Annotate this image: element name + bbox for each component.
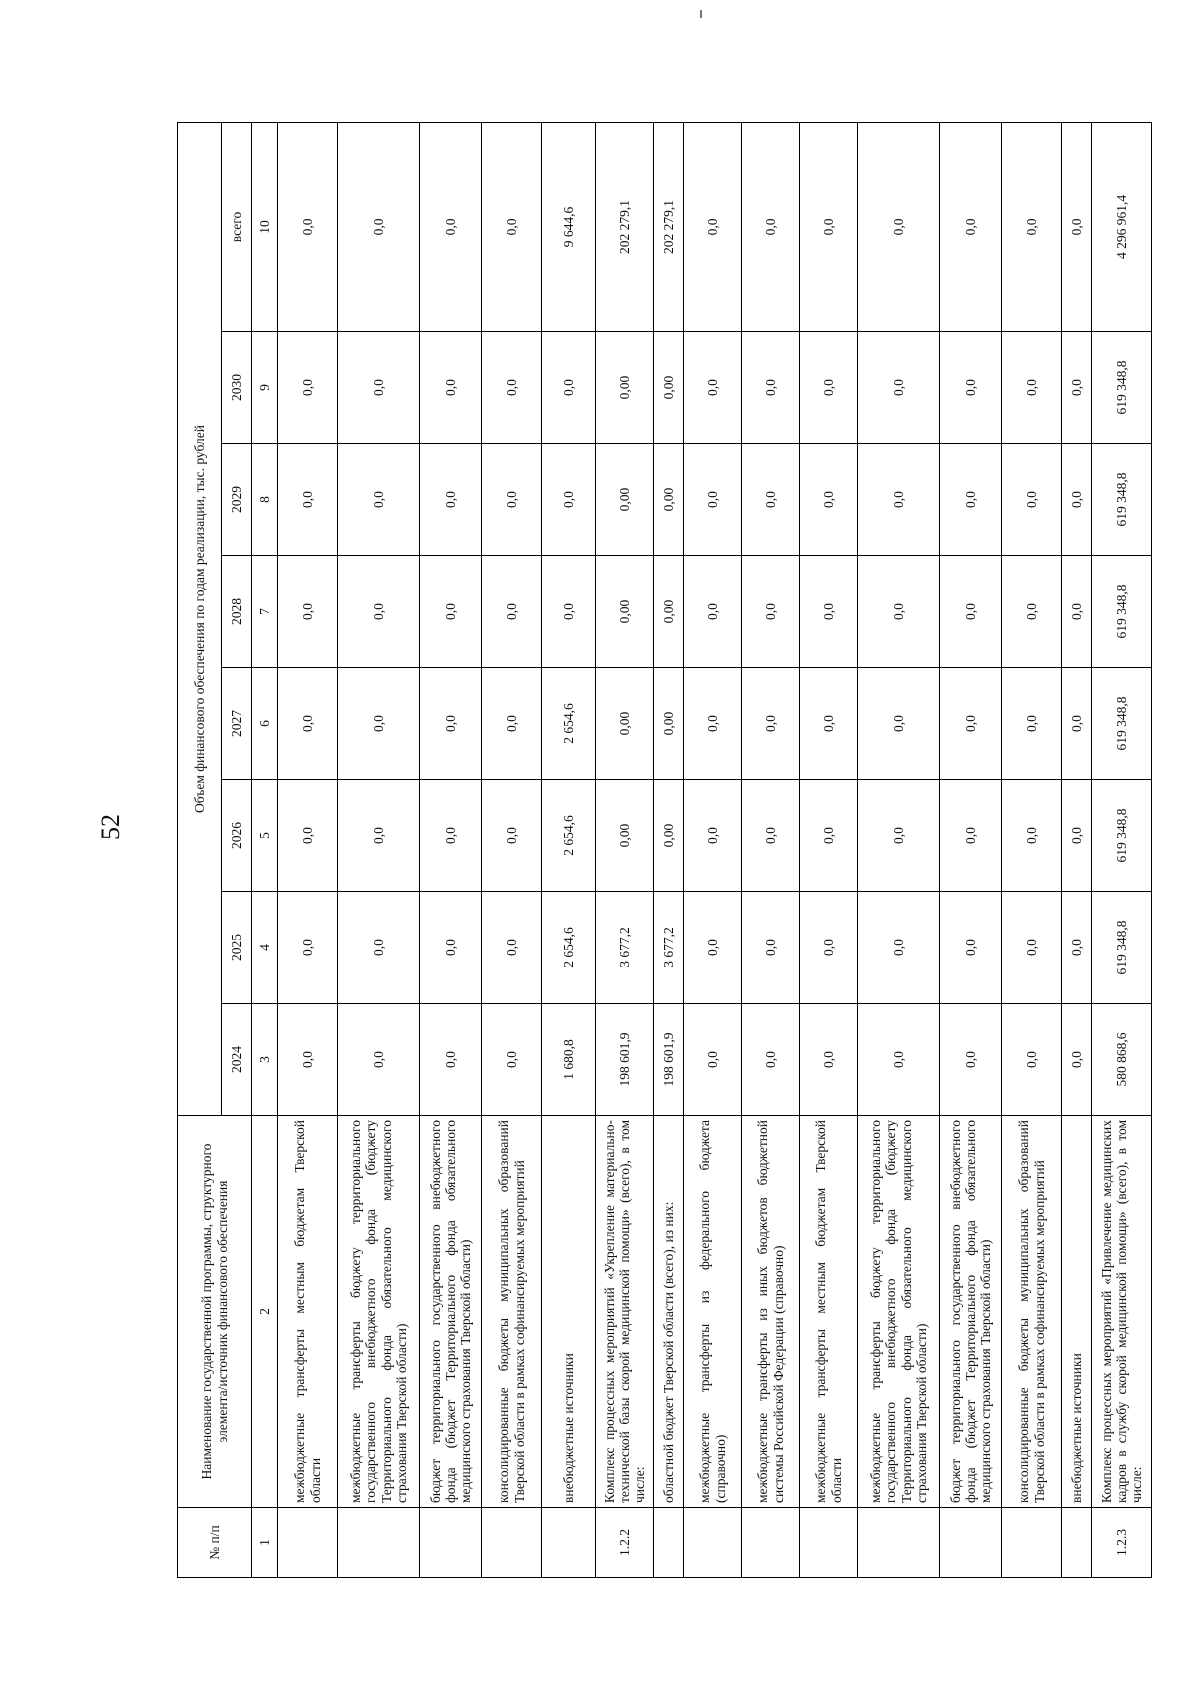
row-label: межбюджетные трансферты местным бюджетам Тверской области — [800, 1116, 858, 1508]
row-number — [1002, 1508, 1062, 1578]
row-value: 2 654,6 — [542, 668, 596, 780]
row-value: 580 868,6 — [1092, 1004, 1152, 1116]
header-year: 2029 — [222, 444, 252, 556]
funding-table-wrapper — [177, 123, 1145, 1578]
row-value: 0,0 — [858, 444, 940, 556]
table-row — [338, 122, 420, 1577]
row-value: 0,0 — [940, 668, 1002, 780]
row-number — [940, 1508, 1002, 1578]
row-value: 0,0 — [742, 556, 800, 668]
column-number: 7 — [252, 556, 278, 668]
row-total: 0,0 — [858, 122, 940, 331]
row-value: 0,0 — [338, 780, 420, 892]
row-value: 0,0 — [742, 668, 800, 780]
row-value: 0,0 — [338, 556, 420, 668]
row-value: 0,0 — [858, 556, 940, 668]
row-value: 0,0 — [278, 1004, 338, 1116]
row-value: 0,0 — [338, 668, 420, 780]
table-row — [684, 122, 742, 1577]
row-value: 0,0 — [940, 892, 1002, 1004]
header-total: всего — [222, 122, 252, 331]
row-value: 0,0 — [858, 780, 940, 892]
row-value: 0,0 — [940, 780, 1002, 892]
column-number: 8 — [252, 444, 278, 556]
funding-table — [177, 122, 1152, 1578]
row-value: 0,0 — [420, 668, 482, 780]
scan-mark — [700, 10, 702, 18]
row-value: 0,0 — [858, 332, 940, 444]
row-value: 0,0 — [684, 780, 742, 892]
row-label: бюджет территориального государственного внебюджетного фонда (бюджет Территориального фонда обязательного медицинского страхования Тверской области) — [420, 1116, 482, 1508]
row-value: 0,0 — [338, 892, 420, 1004]
row-label: Комплекс процессных мероприятий «Укрепление материально-технической базы скорой медицинской помощи» (всего), в том числе: — [596, 1116, 654, 1508]
header-year: 2030 — [222, 332, 252, 444]
table-row — [1062, 122, 1092, 1577]
row-total: 0,0 — [684, 122, 742, 331]
row-value: 2 654,6 — [542, 780, 596, 892]
row-value: 0,00 — [596, 444, 654, 556]
row-value: 0,0 — [742, 780, 800, 892]
table-row — [542, 122, 596, 1577]
row-value: 0,0 — [1002, 892, 1062, 1004]
row-total: 0,0 — [278, 122, 338, 331]
column-number: 4 — [252, 892, 278, 1004]
page-number: 52 — [96, 814, 125, 840]
row-value: 0,0 — [482, 444, 542, 556]
row-value: 0,0 — [684, 1004, 742, 1116]
header-year: 2027 — [222, 668, 252, 780]
row-value: 0,0 — [420, 556, 482, 668]
row-number — [338, 1508, 420, 1578]
row-value: 0,0 — [1002, 444, 1062, 556]
row-value: 0,0 — [940, 1004, 1002, 1116]
row-value: 0,00 — [654, 668, 684, 780]
row-label: межбюджетные трансферты из федерального бюджета (справочно) — [684, 1116, 742, 1508]
table-row — [1092, 122, 1152, 1577]
row-value: 0,0 — [420, 780, 482, 892]
row-value: 0,0 — [482, 332, 542, 444]
row-total: 0,0 — [420, 122, 482, 331]
row-number — [278, 1508, 338, 1578]
row-value: 0,0 — [940, 332, 1002, 444]
column-number: 1 — [252, 1508, 278, 1578]
table-row — [482, 122, 542, 1577]
header-year: 2025 — [222, 892, 252, 1004]
row-value: 0,0 — [858, 1004, 940, 1116]
row-number — [858, 1508, 940, 1578]
row-value: 619 348,8 — [1092, 444, 1152, 556]
row-value: 0,0 — [278, 780, 338, 892]
row-value: 0,00 — [654, 444, 684, 556]
row-total: 0,0 — [800, 122, 858, 331]
row-total: 202 279,1 — [654, 122, 684, 331]
row-value: 2 654,6 — [542, 892, 596, 1004]
column-number: 9 — [252, 332, 278, 444]
row-value: 0,00 — [654, 332, 684, 444]
row-value: 0,0 — [338, 332, 420, 444]
column-number: 5 — [252, 780, 278, 892]
row-number — [742, 1508, 800, 1578]
row-value: 0,0 — [742, 444, 800, 556]
table-row — [654, 122, 684, 1577]
row-value: 0,0 — [742, 332, 800, 444]
row-value: 0,0 — [278, 556, 338, 668]
table-row — [858, 122, 940, 1577]
column-number: 3 — [252, 1004, 278, 1116]
row-value: 0,0 — [1062, 556, 1092, 668]
row-value: 0,0 — [1002, 332, 1062, 444]
row-value: 0,0 — [420, 892, 482, 1004]
row-value: 0,0 — [338, 1004, 420, 1116]
row-label: Комплекс процессных мероприятий «Привлечение медицинских кадров в службу скорой медицинской помощи» (всего), в том числе: — [1092, 1116, 1152, 1508]
row-value: 0,0 — [278, 668, 338, 780]
row-value: 0,0 — [800, 444, 858, 556]
row-number: 1.2.2 — [596, 1508, 654, 1578]
row-value: 0,0 — [338, 444, 420, 556]
row-total: 202 279,1 — [596, 122, 654, 331]
header-year: 2024 — [222, 1004, 252, 1116]
row-value: 0,0 — [742, 892, 800, 1004]
row-number — [684, 1508, 742, 1578]
row-value: 619 348,8 — [1092, 668, 1152, 780]
row-value: 0,0 — [800, 668, 858, 780]
table-row — [420, 122, 482, 1577]
row-value: 0,00 — [654, 780, 684, 892]
row-value: 0,0 — [1002, 780, 1062, 892]
row-value: 0,0 — [482, 556, 542, 668]
row-value: 619 348,8 — [1092, 780, 1152, 892]
header-name: Наименование государственной программы, структурного элемента/источник финансового обеспечения — [178, 1116, 252, 1508]
row-value: 0,0 — [1002, 1004, 1062, 1116]
row-value: 0,0 — [1002, 556, 1062, 668]
row-value: 0,0 — [278, 892, 338, 1004]
row-value: 3 677,2 — [654, 892, 684, 1004]
row-value: 0,0 — [420, 444, 482, 556]
row-value: 0,0 — [800, 780, 858, 892]
row-value: 0,0 — [482, 892, 542, 1004]
row-value: 0,0 — [684, 444, 742, 556]
row-value: 0,00 — [596, 668, 654, 780]
table-row — [742, 122, 800, 1577]
row-total: 0,0 — [338, 122, 420, 331]
column-number: 2 — [252, 1116, 278, 1508]
row-value: 0,0 — [1062, 1004, 1092, 1116]
table-row — [940, 122, 1002, 1577]
header-volume: Объем финансового обеспечения по годам реализации, тыс. рублей — [178, 122, 222, 1115]
row-value: 619 348,8 — [1092, 892, 1152, 1004]
row-value: 0,0 — [542, 556, 596, 668]
row-value: 0,0 — [684, 332, 742, 444]
row-label: консолидированные бюджеты муниципальных образований Тверской области в рамках софинансируемых мероприятий — [482, 1116, 542, 1508]
row-value: 0,0 — [420, 1004, 482, 1116]
row-value: 0,0 — [278, 332, 338, 444]
row-value: 0,0 — [858, 668, 940, 780]
row-number — [420, 1508, 482, 1578]
row-number — [542, 1508, 596, 1578]
row-label: межбюджетные трансферты бюджету территориального государственного внебюджетного фонда (бюджету Территориального фонда обязательного медицинского страхования Тверской области) — [858, 1116, 940, 1508]
row-value: 198 601,9 — [654, 1004, 684, 1116]
row-total: 9 644,6 — [542, 122, 596, 331]
row-label: областной бюджет Тверской области (всего), из них: — [654, 1116, 684, 1508]
header-year: 2028 — [222, 556, 252, 668]
row-value: 0,00 — [596, 780, 654, 892]
table-row — [278, 122, 338, 1577]
row-total: 0,0 — [940, 122, 1002, 331]
row-value: 0,0 — [1062, 892, 1092, 1004]
row-value: 0,0 — [800, 892, 858, 1004]
row-value: 0,0 — [1062, 444, 1092, 556]
row-value: 0,00 — [596, 332, 654, 444]
row-value: 0,0 — [542, 332, 596, 444]
table-row — [596, 122, 654, 1577]
row-value: 0,0 — [800, 1004, 858, 1116]
row-value: 198 601,9 — [596, 1004, 654, 1116]
row-value: 1 680,8 — [542, 1004, 596, 1116]
row-value: 0,0 — [742, 1004, 800, 1116]
row-label: консолидированные бюджеты муниципальных образований Тверской области в рамках софинансируемых мероприятий — [1002, 1116, 1062, 1508]
row-value: 0,0 — [482, 1004, 542, 1116]
row-total: 0,0 — [742, 122, 800, 331]
column-number: 10 — [252, 122, 278, 331]
row-value: 619 348,8 — [1092, 332, 1152, 444]
row-value: 0,0 — [684, 668, 742, 780]
row-label: внебюджетные источники — [542, 1116, 596, 1508]
table-body — [278, 122, 1152, 1577]
row-value: 0,00 — [654, 556, 684, 668]
row-label: межбюджетные трансферты бюджету территориального государственного внебюджетного фонда (бюджету Территориального фонда обязательного медицинского страхования Тверской области) — [338, 1116, 420, 1508]
row-value: 0,0 — [1062, 668, 1092, 780]
row-number — [654, 1508, 684, 1578]
table-row — [1002, 122, 1062, 1577]
row-value: 0,0 — [858, 892, 940, 1004]
row-number — [800, 1508, 858, 1578]
row-value: 0,0 — [1062, 332, 1092, 444]
row-total: 4 296 961,4 — [1092, 122, 1152, 331]
row-total: 0,0 — [1002, 122, 1062, 331]
row-value: 0,0 — [1002, 668, 1062, 780]
row-label: внебюджетные источники — [1062, 1116, 1092, 1508]
row-number — [482, 1508, 542, 1578]
row-label: межбюджетные трансферты из иных бюджетов бюджетной системы Российской Федерации (справочно) — [742, 1116, 800, 1508]
row-value: 0,0 — [482, 780, 542, 892]
row-value: 0,0 — [800, 332, 858, 444]
row-label: межбюджетные трансферты местным бюджетам Тверской области — [278, 1116, 338, 1508]
table-row — [800, 122, 858, 1577]
row-value: 0,0 — [684, 556, 742, 668]
row-total: 0,0 — [1062, 122, 1092, 331]
row-total: 0,0 — [482, 122, 542, 331]
row-number: 1.2.3 — [1092, 1508, 1152, 1578]
row-value: 3 677,2 — [596, 892, 654, 1004]
row-value: 619 348,8 — [1092, 556, 1152, 668]
row-value: 0,0 — [278, 444, 338, 556]
row-number — [1062, 1508, 1092, 1578]
row-value: 0,0 — [684, 892, 742, 1004]
row-value: 0,0 — [800, 556, 858, 668]
row-value: 0,0 — [420, 332, 482, 444]
row-label: бюджет территориального государственного внебюджетного фонда (бюджет Территориального фонда обязательного медицинского страхования Тверской области) — [940, 1116, 1002, 1508]
row-value: 0,0 — [1062, 780, 1092, 892]
header-number: № п/п — [178, 1508, 252, 1578]
row-value: 0,00 — [596, 556, 654, 668]
header-numbering-row — [252, 122, 278, 1577]
column-number: 6 — [252, 668, 278, 780]
row-value: 0,0 — [940, 444, 1002, 556]
row-value: 0,0 — [542, 444, 596, 556]
row-value: 0,0 — [940, 556, 1002, 668]
header-year: 2026 — [222, 780, 252, 892]
row-value: 0,0 — [482, 668, 542, 780]
